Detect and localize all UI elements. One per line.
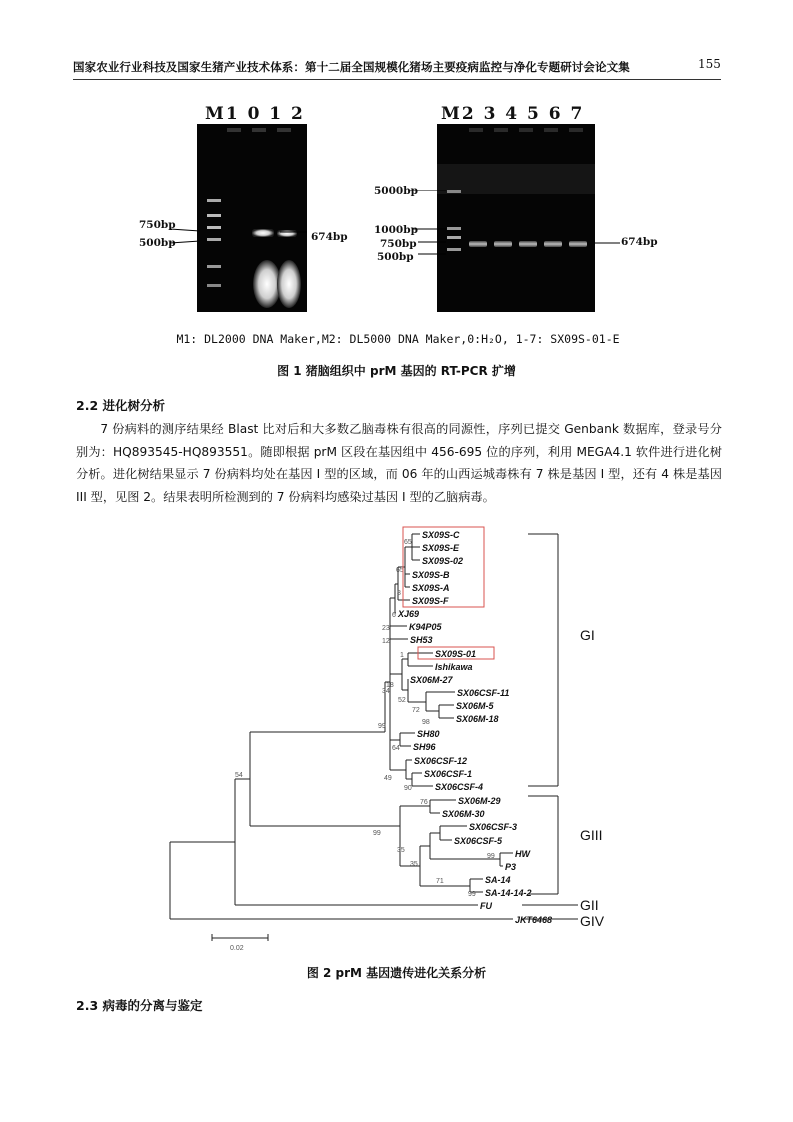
gel-right-marker-750: 750bp [380, 238, 417, 250]
taxon-label: SX06CSF-1 [424, 769, 473, 779]
gel-left-marker-pointers [170, 222, 310, 252]
bootstrap-value: 18 [386, 682, 394, 689]
bootstrap-value: 54 [235, 772, 243, 779]
section-2-2-heading: 2.2 进化树分析 [76, 398, 165, 413]
taxon-label: SX09S-A [412, 583, 450, 593]
bootstrap-value: 72 [412, 707, 420, 714]
bootstrap-value: 6 [392, 612, 396, 619]
bootstrap-value: 99 [487, 853, 495, 860]
running-header: 国家农业行业科技及国家生猪产业技术体系：第十二届全国规模化猪场主要疫病监控与净化专题研讨会论文集 [73, 60, 630, 74]
genotype-label-giv: GIV [580, 913, 605, 929]
taxon-label: SX06CSF-4 [435, 782, 484, 792]
page-number: 155 [698, 57, 721, 71]
taxon-label: SX06M-30 [442, 809, 485, 819]
bootstrap-value: 71 [436, 878, 444, 885]
taxon-label: SX06CSF-3 [469, 822, 518, 832]
taxon-label: SH96 [413, 742, 436, 752]
gel-left-lane-labels: M1 0 1 2 [205, 104, 305, 124]
figure1-caption: 图 1 猪脑组织中 prM 基因的 RT-PCR 扩增 [277, 364, 516, 378]
taxon-label: XJ69 [398, 609, 420, 619]
gel-right-marker-5000: 5000bp [374, 185, 418, 197]
taxon-label: SX09S-01 [435, 649, 477, 659]
figure1-legend: M1: DL2000 DNA Maker,M2: DL5000 DNA Maker,0:H₂O, 1-7: SX09S-01-E [176, 332, 620, 346]
taxon-label: JKT6468 [515, 915, 553, 925]
taxon-label: SX09S-C [422, 530, 460, 540]
taxon-label: SA-14-14-2 [485, 888, 532, 898]
bootstrap-value: 76 [420, 799, 428, 806]
gel-right-product-label: 674bp [621, 236, 658, 248]
taxon-label: HW [515, 849, 530, 859]
taxon-label: SX06CSF-11 [457, 688, 510, 698]
bootstrap-value: 35 [410, 861, 418, 868]
gel-right-marker-500: 500bp [377, 251, 414, 263]
bootstrap-value: 23 [382, 625, 390, 632]
bootstrap-value: 8 [397, 590, 401, 597]
genotype-label-giii: GIII [580, 827, 603, 843]
genotype-label-gii: GII [580, 897, 599, 913]
taxon-label: SX09S-02 [422, 556, 464, 566]
taxon-label: SX06M-27 [410, 675, 453, 685]
gel-right-marker-1000: 1000bp [374, 224, 418, 236]
bootstrap-value: 90 [404, 785, 412, 792]
gel-right-marker-pointers [410, 190, 620, 260]
taxon-label: SX06M-18 [456, 714, 499, 724]
gel-left-marker-750: 750bp [139, 219, 176, 231]
taxon-label: K94P05 [409, 622, 442, 632]
bootstrap-value: 34 [382, 688, 390, 695]
gel-left-image [197, 124, 307, 312]
bootstrap-value: 1 [400, 652, 404, 659]
genotype-label-gi: GI [580, 627, 595, 643]
bootstrap-value: 65 [396, 567, 404, 574]
taxon-label: SH53 [410, 635, 433, 645]
gel-left-marker-500: 500bp [139, 237, 176, 249]
taxon-label: SX06CSF-5 [454, 836, 503, 846]
section-2-2-body [76, 418, 722, 508]
taxon-label: SX09S-E [422, 543, 460, 553]
taxon-label: SX09S-F [412, 596, 449, 606]
taxon-label: P3 [505, 862, 517, 872]
taxon-label: Ishikawa [435, 662, 473, 672]
taxon-label: SH80 [417, 729, 440, 739]
bootstrap-value: 12 [382, 638, 390, 645]
bootstrap-value: 99 [468, 891, 476, 898]
taxon-label: SX06CSF-12 [414, 756, 468, 766]
header-divider [73, 79, 721, 80]
taxon-label: SX06M-5 [456, 701, 494, 711]
section-2-3-heading: 2.3 病毒的分离与鉴定 [76, 998, 203, 1013]
taxon-label: SX09S-B [412, 570, 450, 580]
taxon-label: SX06M-29 [458, 796, 501, 806]
bootstrap-value: 49 [384, 775, 392, 782]
taxon-label: FU [480, 901, 492, 911]
bootstrap-value: 99 [378, 723, 386, 730]
figure2-caption: 图 2 prM 基因遗传进化关系分析 [306, 966, 487, 980]
phylogenetic-tree [150, 522, 650, 952]
gel-left-product-label: 674bp [311, 231, 348, 243]
bootstrap-value: 99 [373, 830, 381, 837]
gel-left-bands [197, 124, 307, 312]
bootstrap-value: 64 [392, 745, 400, 752]
gel-right-lane-labels: M2 3 4 5 6 7 [441, 104, 585, 124]
scale-bar-label: 0.02 [230, 945, 244, 952]
bootstrap-value: 35 [397, 847, 405, 854]
taxon-label: SA-14 [485, 875, 511, 885]
section-2-2-paragraph: 7 份病料的测序结果经 Blast 比对后和大多数乙脑毒株有很高的同源性，序列已提交 Genbank 数据库，登录号分别为：HQ893545-HQ893551。随即根据 prM 区段在基因组中 456-695 位的序列，利用 MEGA4.1 软件进行进化树分析。进化树结果显示 7 份病料均处在基因 I 型的区域，而 06 年的山西运城毒株有 7 株是基因 I 型，还有 4 株是基因 III 型，见图 2。结果表明所检测到的 7 份病料均感染过基因 I 型的乙脑病毒。 [76, 422, 722, 504]
bootstrap-value: 65 [404, 539, 412, 546]
bootstrap-value: 52 [398, 697, 406, 704]
bootstrap-value: 98 [422, 719, 430, 726]
